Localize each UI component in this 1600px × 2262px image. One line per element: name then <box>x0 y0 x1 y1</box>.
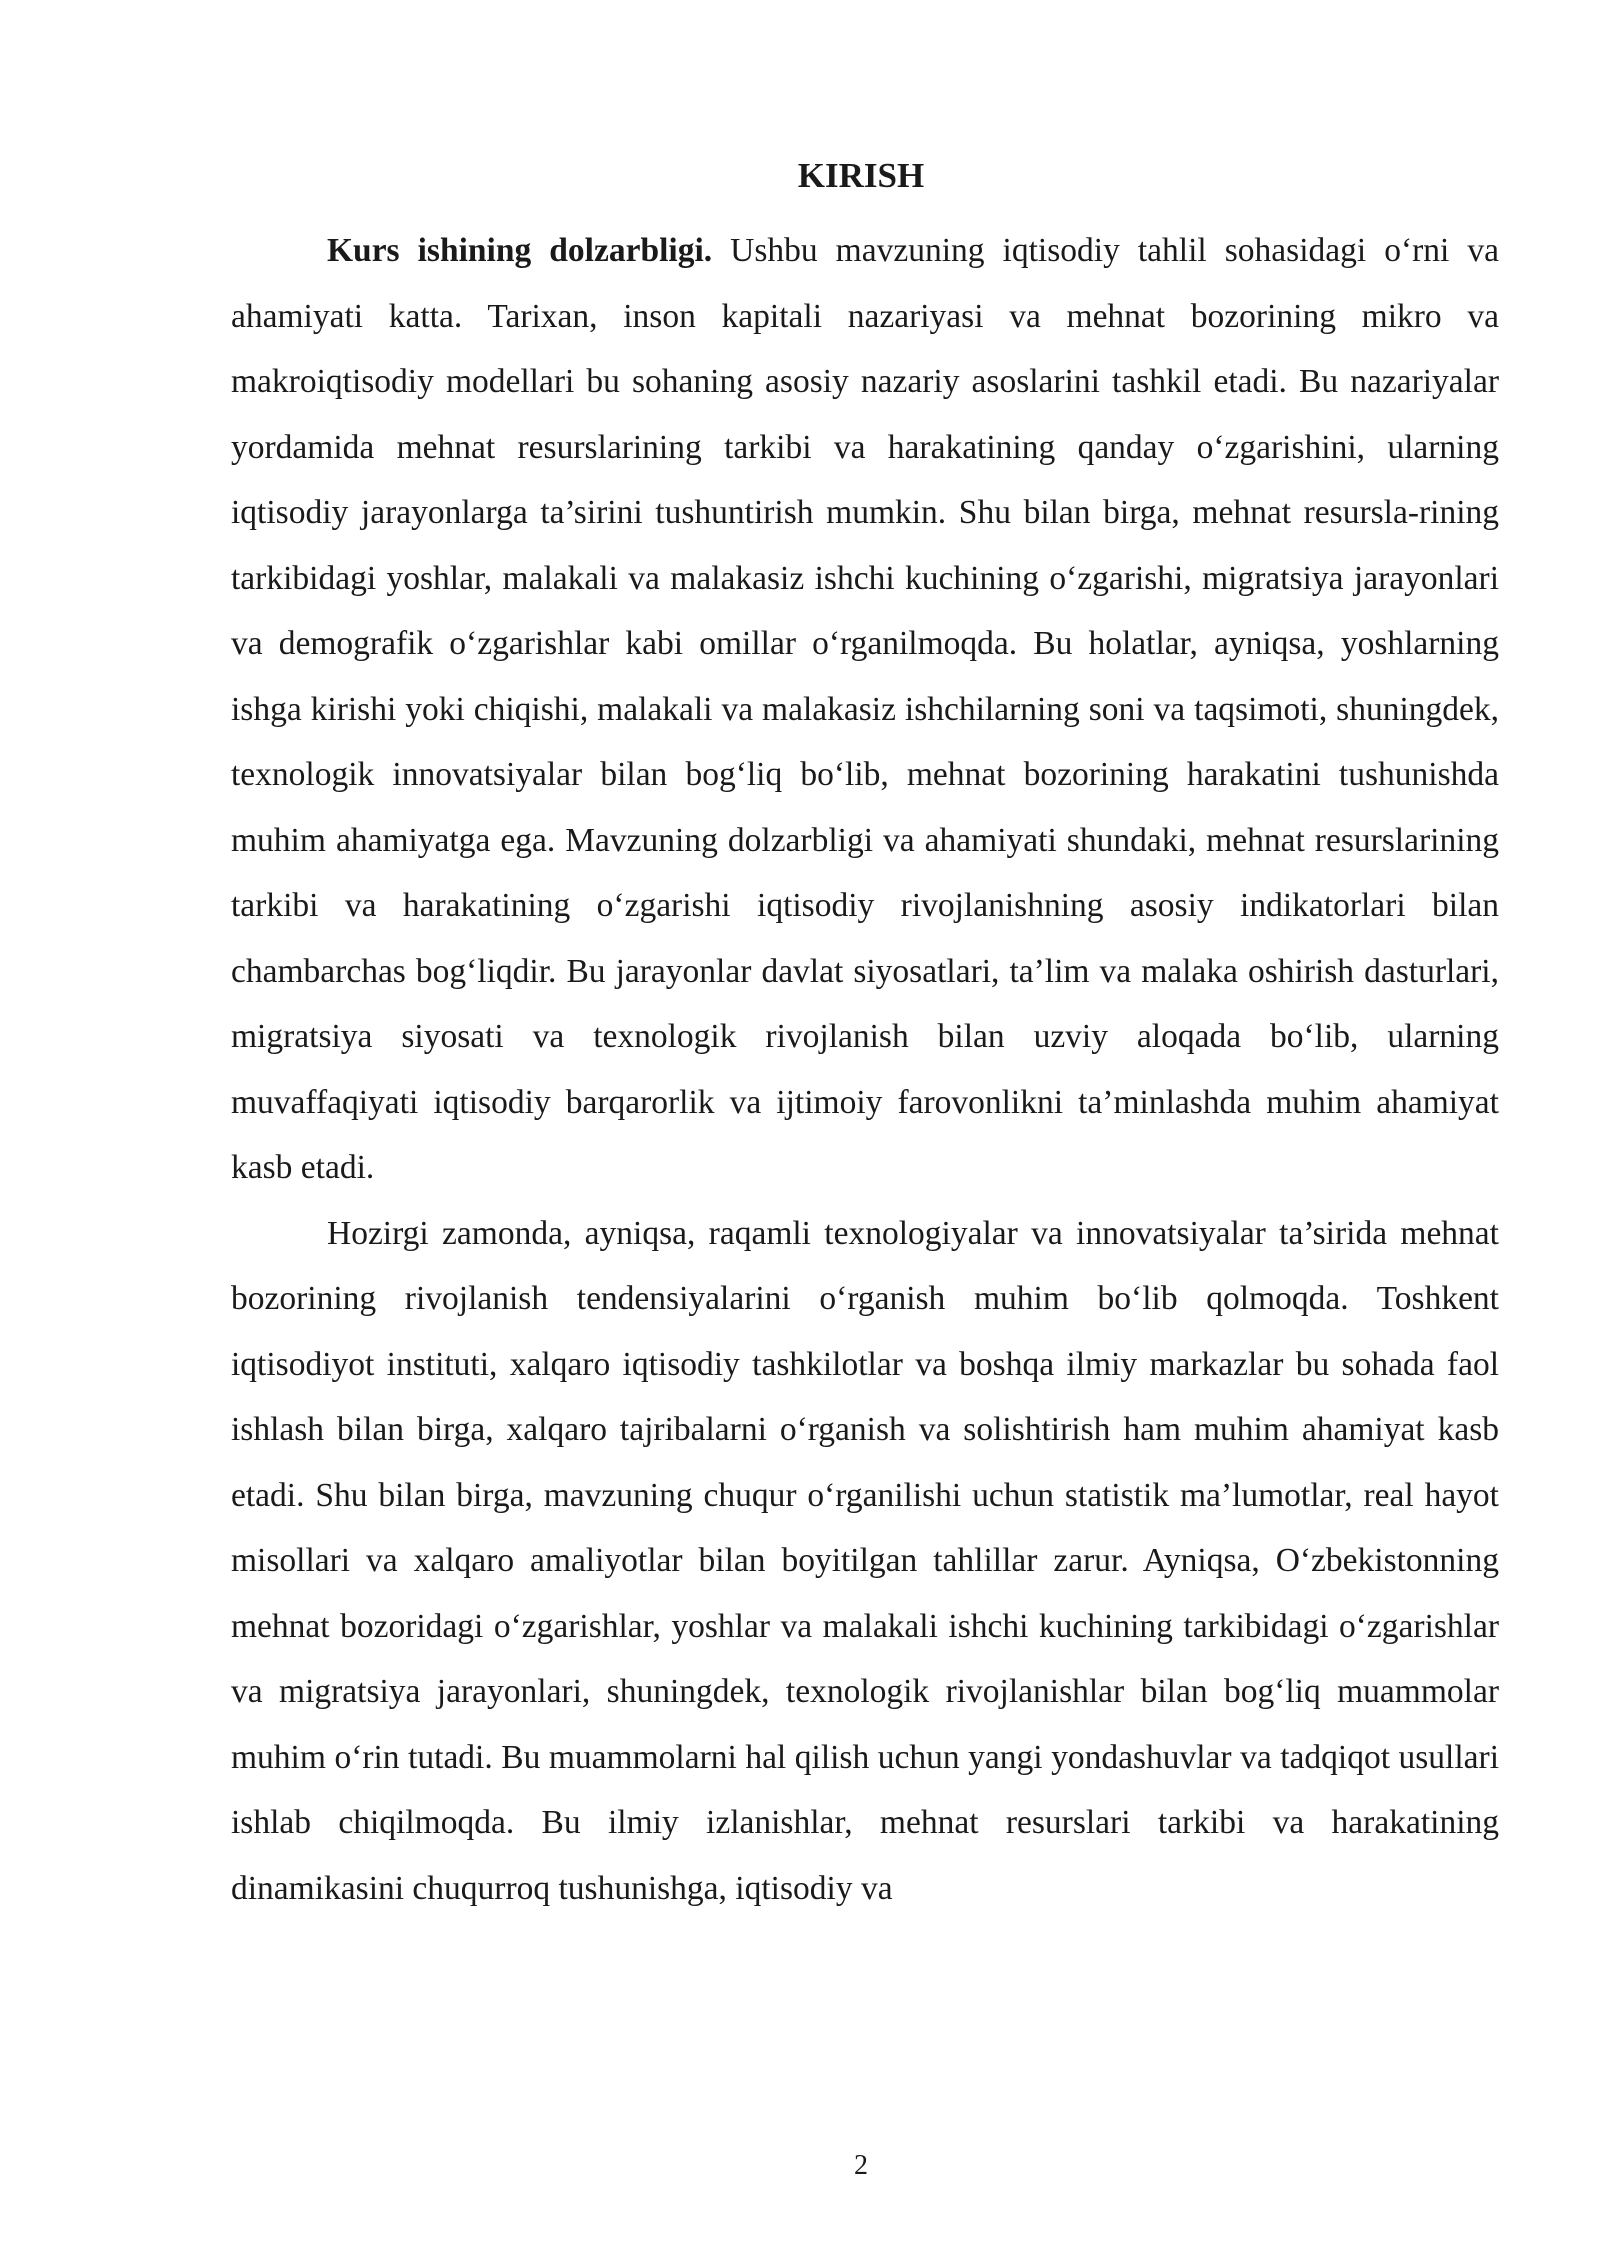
paragraph-body: Ushbu mavzuning iqtisodiy tahlil sohasidagi o‘rni va ahamiyati katta. Tarixan, inson kapitali nazariyasi va mehnat bozorining mikro va makroiqtisodiy modellari bu sohaning asosiy nazariy asoslarini tashkil etadi. Bu nazariyalar yordamida mehnat resurslarining tarkibi va harakatining qanday o‘zgarishini, ularning iqtisodiy jarayonlarga ta’sirini tushuntirish mumkin. Shu bilan birga, mehnat resursla-rining tarkibidagi yoshlar, malakali va malakasiz ishchi kuchining o‘zgarishi, migratsiya jarayonlari va demografik o‘zgarishlar kabi omillar o‘rganilmoqda. Bu holatlar, ayniqsa, yoshlarning ishga kirishi yoki chiqishi, malakali va malakasiz ishchilarning soni va taqsimoti, shuningdek, texnologik innovatsiyalar bilan bog‘liq bo‘lib, mehnat bozorining harakatini tushunishda muhim ahamiyatga ega. Mavzuning dolzarbligi va ahamiyati shundaki, mehnat resurslarining tarkibi va harakatining o‘zgarishi iqtisodiy rivojlanishning asosiy indikatorlari bilan chambarchas bog‘liqdir. Bu jarayonlar davlat siyosatlari, ta’lim va malaka oshirish dasturlari, migratsiya siyosati va texnologik rivojlanish bilan uzviy aloqada bo‘lib, ularning muvaffaqiyati iqtisodiy barqarorlik va ijtimoiy farovonlikni ta’minlashda muhim ahamiyat kasb etadi. <box>231 232 1499 1186</box>
page-heading: KIRISH <box>797 156 925 195</box>
paragraph-lead: Kurs ishining dolzarbligi. <box>327 232 713 269</box>
paragraph-modern-era: Hozirgi zamonda, ayniqsa, raqamli texnologiyalar va innovatsiyalar ta’sirida mehnat bozorining rivojlanish tendensiyalarini o‘rganish muhim bo‘lib qolmoqda. Toshkent iqtisodiyot instituti, xalqaro iqtisodiy tashkilotlar va boshqa ilmiy markazlar bu sohada faol ishlash bilan birga, xalqaro tajribalarni o‘rganish va solishtirish ham muhim ahamiyat kasb etadi. Shu bilan birga, mavzuning chuqur o‘rganilishi uchun statistik ma’lumotlar, real hayot misollari va xalqaro amaliyotlar bilan boyitilgan tahlillar zarur. Ayniqsa, O‘zbekistonning mehnat bozoridagi o‘zgarishlar, yoshlar va malakali ishchi kuchining tarkibidagi o‘zgarishlar va migratsiya jarayonlari, shuningdek, texnologik rivojlanishlar bilan bog‘liq muammolar muhim o‘rin tutadi. Bu muammolarni hal qilish uchun yangi yondashuvlar va tadqiqot usullari ishlab chiqilmoqda. Bu ilmiy izlanishlar, mehnat resurslari tarkibi va harakatining dinamikasini chuqurroq tushunishga, iqtisodiy va <box>231 1214 1499 1907</box>
body-text <box>231 218 1499 1921</box>
paragraph-relevance <box>231 218 1499 1201</box>
page-number: 2 <box>854 2150 868 2181</box>
